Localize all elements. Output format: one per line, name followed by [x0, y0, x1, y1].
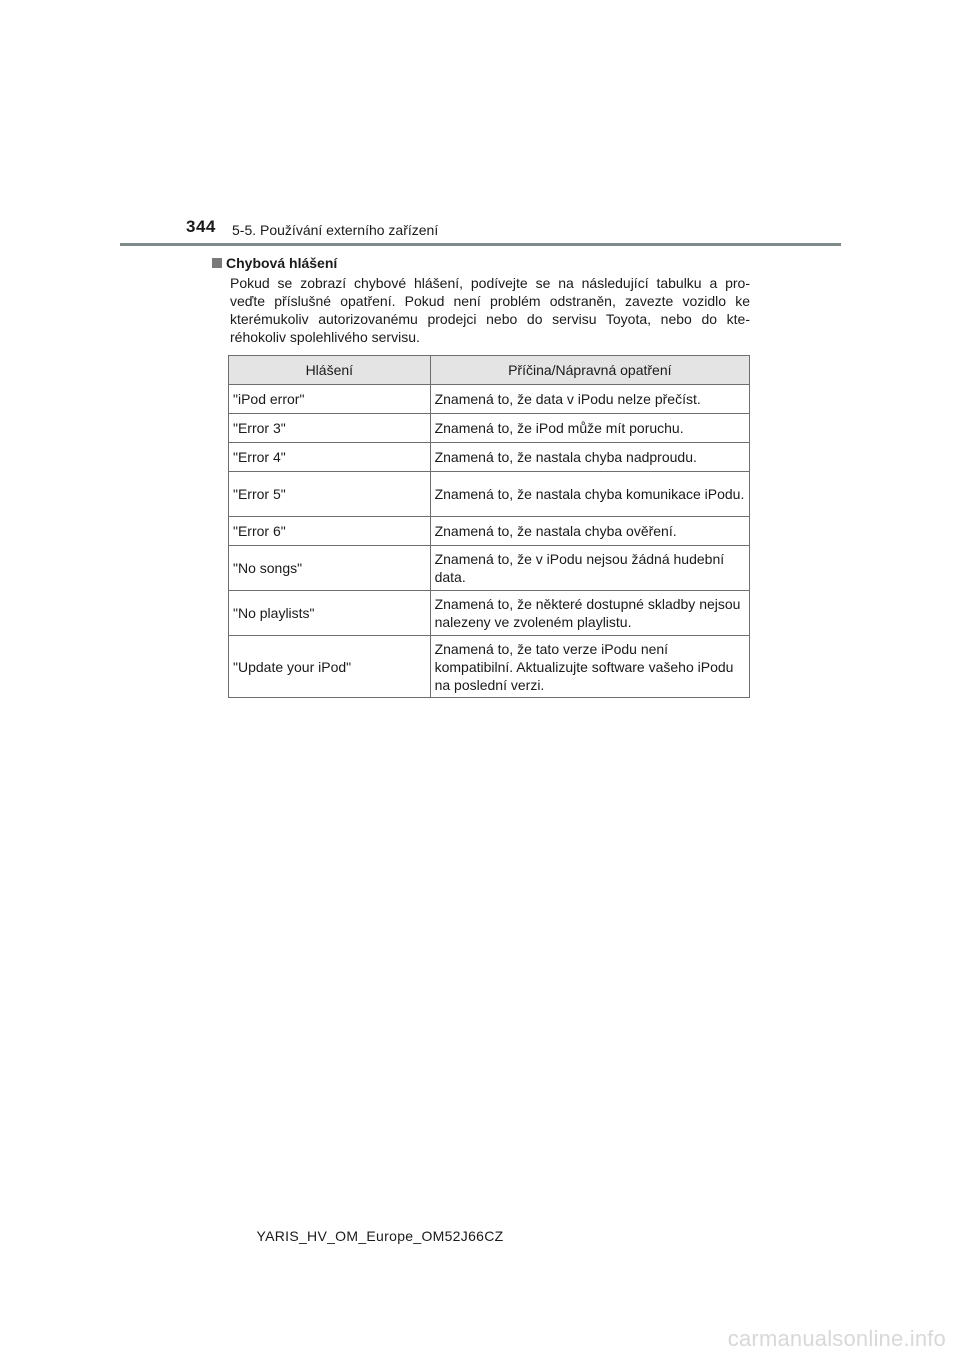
table-row	[229, 517, 750, 546]
section-title: 5-5. Používání externího zařízení	[232, 222, 439, 238]
subheading-text: Chybová hlášení	[226, 255, 338, 271]
table-row	[229, 385, 750, 414]
cause-cell: Znamená to, že tato verze iPodu není kompatibilní. Aktualizujte software vašeho iPodu na poslední verzi.	[430, 636, 749, 698]
cause-cell: Znamená to, že nastala chyba nadproudu.	[430, 443, 749, 472]
paragraph-line: réhokoliv spolehlivého servisu.	[230, 329, 420, 345]
cause-cell: Znamená to, že některé dostupné skladby nejsou nalezeny ve zvoleném playlistu.	[430, 591, 749, 636]
paragraph-line: veďte příslušné opatření. Pokud není problém odstraněn, zavezte vozidlo ke	[230, 293, 750, 309]
message-cell: "Error 5"	[229, 472, 431, 517]
page-number: 344	[186, 217, 216, 236]
content-section	[208, 253, 753, 346]
table-row	[229, 546, 750, 591]
watermark-text: carmanualsonline.info	[727, 1326, 946, 1351]
error-message-table	[228, 355, 750, 698]
page-header	[0, 0, 960, 250]
paragraph-line: Pokud se zobrazí chybové hlášení, podívejte se na následující tabulku a pro-	[230, 275, 750, 291]
message-cell: "Error 3"	[229, 414, 431, 443]
cause-cell: Znamená to, že nastala chyba komunikace iPodu.	[430, 472, 749, 517]
table-header-row	[229, 356, 750, 385]
message-cell: "No songs"	[229, 546, 431, 591]
cause-cell: Znamená to, že data v iPodu nelze přečíst.	[430, 385, 749, 414]
square-bullet-icon	[212, 258, 222, 268]
table-row	[229, 591, 750, 636]
column-header-message: Hlášení	[229, 356, 431, 385]
cause-cell: Znamená to, že v iPodu nejsou žádná hudební data.	[430, 546, 749, 591]
subheading	[208, 253, 753, 273]
table-row	[229, 636, 750, 698]
paragraph-line: kterémukoliv autorizovanému prodejci nebo do servisu Toyota, nebo do kte-	[230, 311, 750, 327]
table-row	[229, 472, 750, 517]
header-divider	[120, 243, 841, 246]
cause-cell: Znamená to, že nastala chyba ověření.	[430, 517, 749, 546]
document-code: YARIS_HV_OM_Europe_OM52J66CZ	[256, 1228, 504, 1244]
message-cell: "iPod error"	[229, 385, 431, 414]
table-row	[229, 414, 750, 443]
intro-paragraph	[230, 274, 750, 346]
table-row	[229, 443, 750, 472]
message-cell: "Error 6"	[229, 517, 431, 546]
message-cell: "No playlists"	[229, 591, 431, 636]
column-header-cause: Příčina/Nápravná opatření	[430, 356, 749, 385]
message-cell: "Error 4"	[229, 443, 431, 472]
cause-cell: Znamená to, že iPod může mít poruchu.	[430, 414, 749, 443]
message-cell: "Update your iPod"	[229, 636, 431, 698]
